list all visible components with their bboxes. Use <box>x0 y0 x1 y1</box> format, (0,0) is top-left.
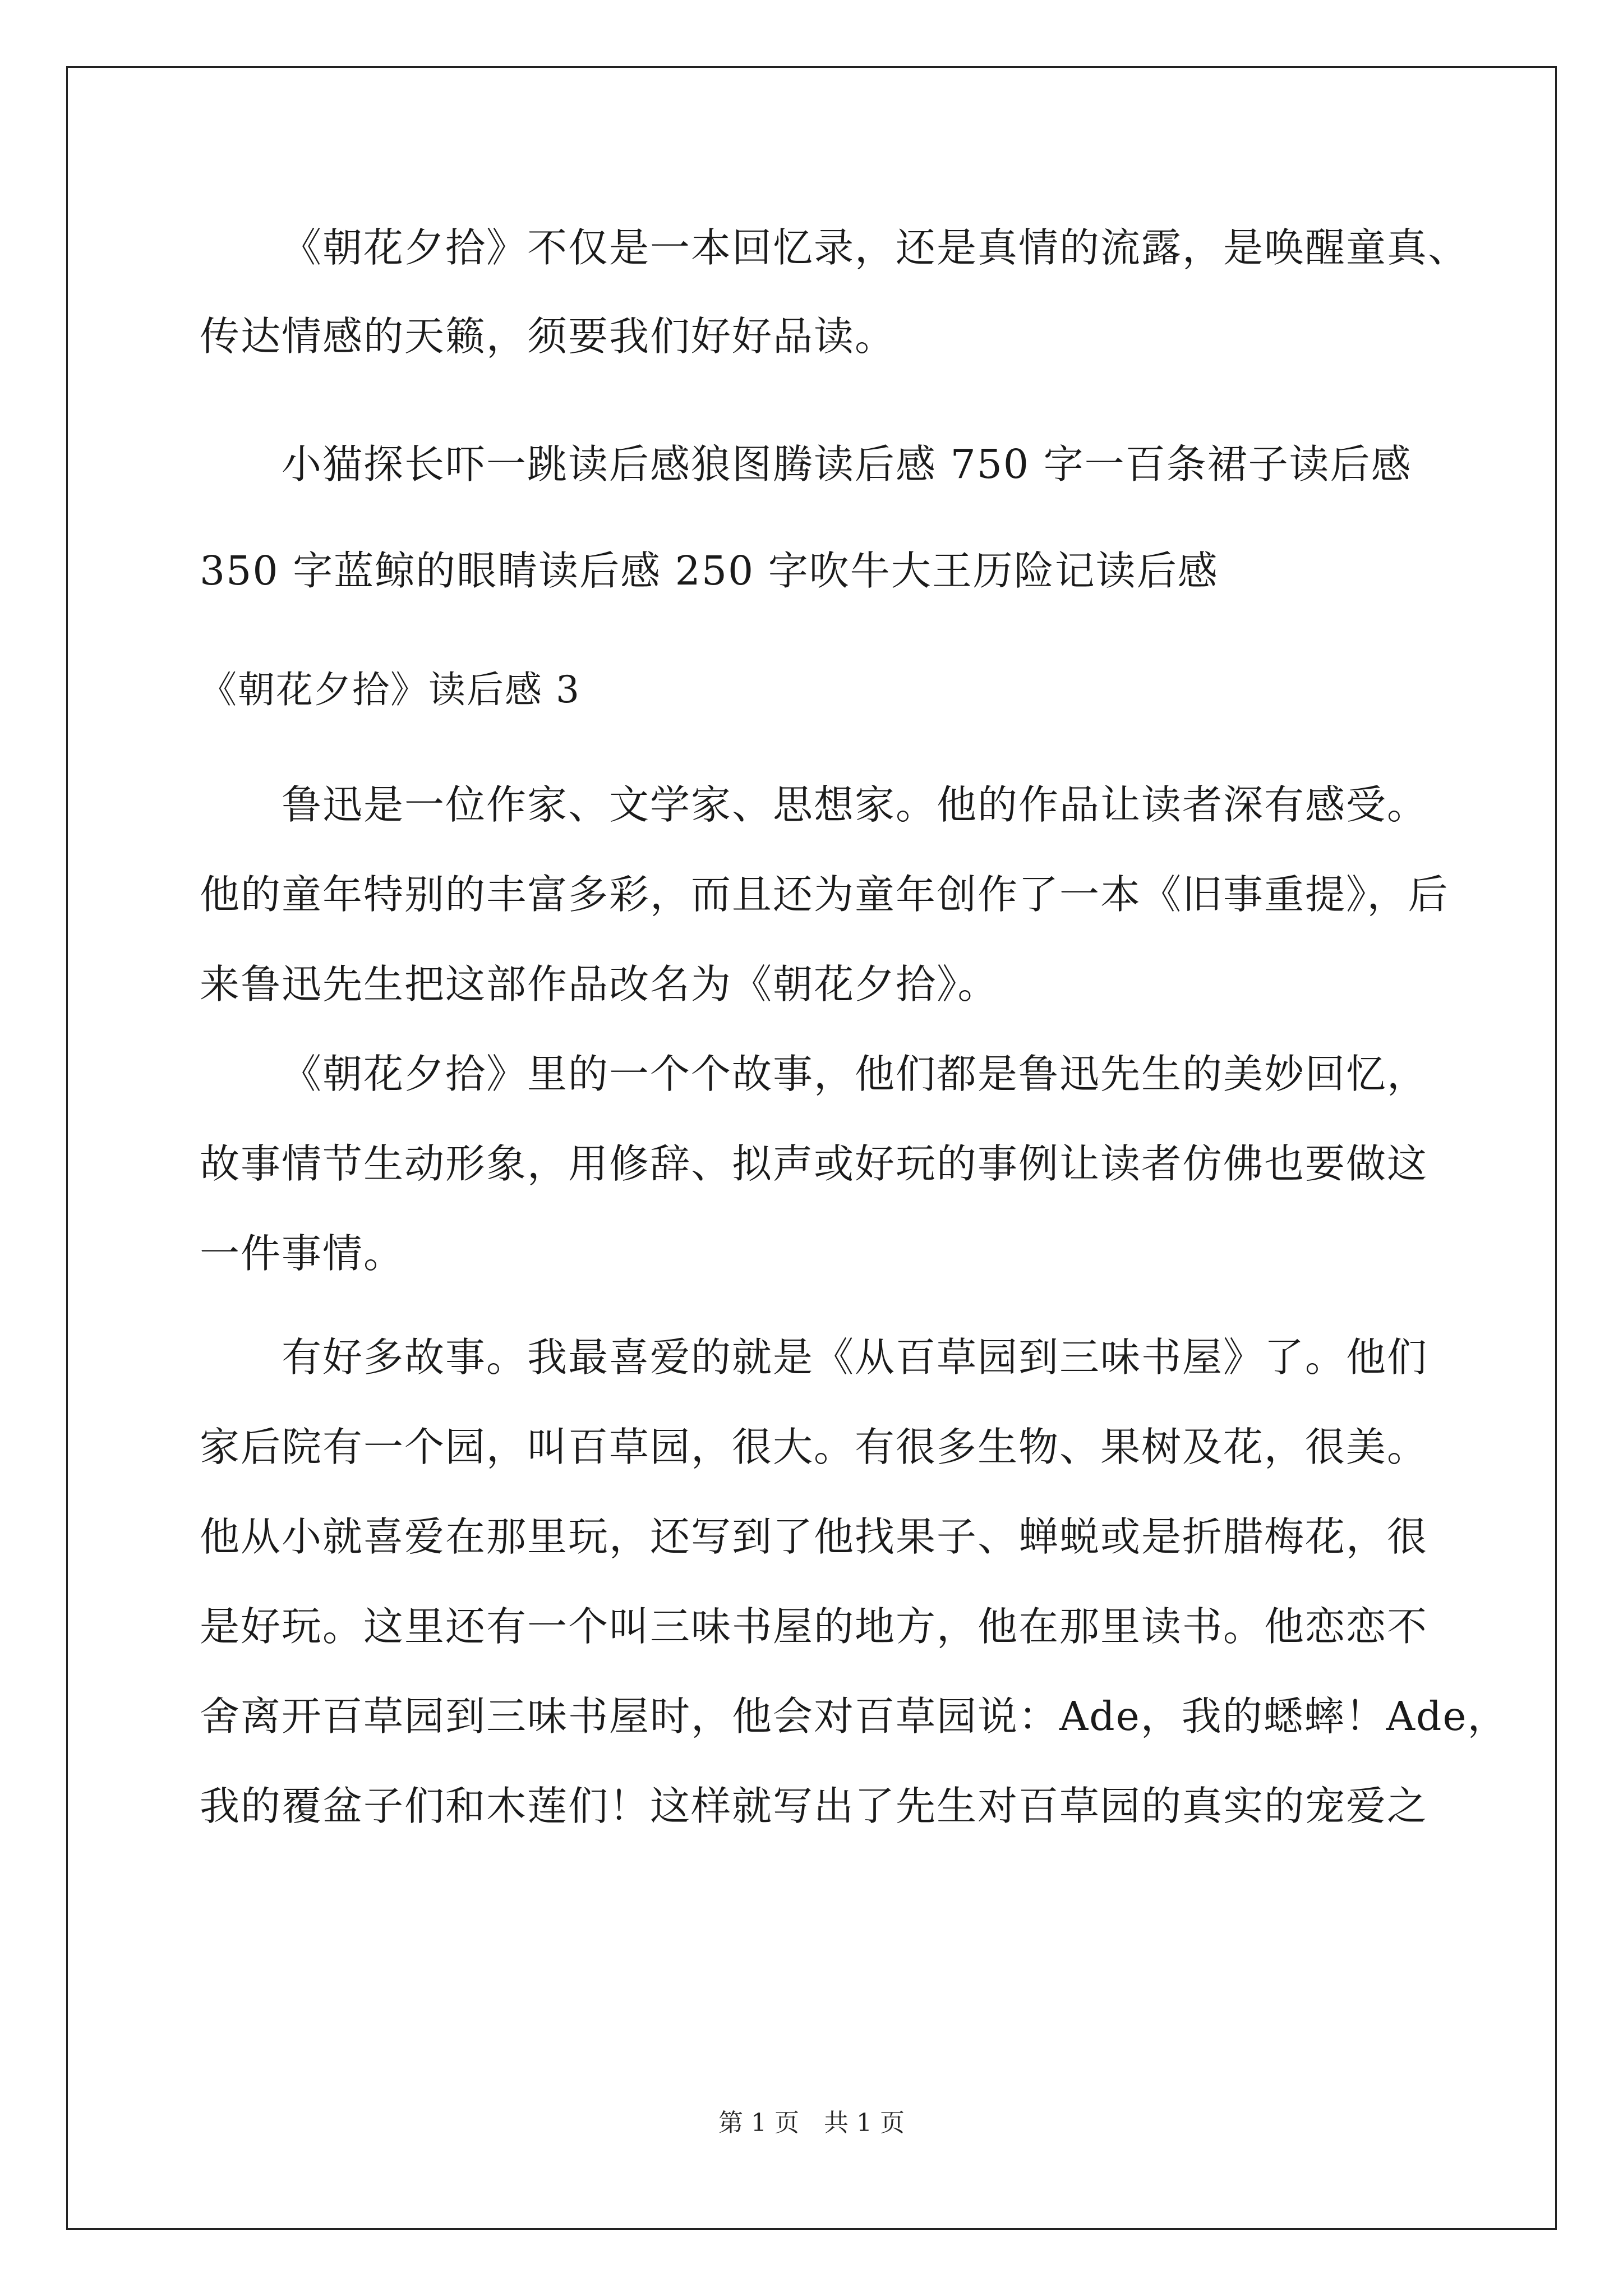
paragraph-line: 是好玩。这里还有一个叫三味书屋的地方，他在那里读书。他恋恋不 <box>200 1603 1428 1650</box>
paragraph-line: 小猫探长吓一跳读后感狼图腾读后感 750 字一百条裙子读后感 <box>282 441 1412 487</box>
paragraph-line: 我的覆盆子们和木莲们！这样就写出了先生对百草园的真实的宠爱之 <box>200 1783 1428 1829</box>
paragraph-line: 鲁迅是一位作家、文学家、思想家。他的作品让读者深有感受。 <box>282 781 1428 828</box>
paragraph-line: 传达情感的天籁，须要我们好好品读。 <box>200 313 896 360</box>
paragraph-line: 350 字蓝鲸的眼睛读后感 250 字吹牛大王历险记读后感 <box>200 547 1219 594</box>
section-heading: 《朝花夕拾》读后感 3 <box>200 668 580 711</box>
paragraph-line: 故事情节生动形象，用修辞、拟声或好玩的事例让读者仿佛也要做这 <box>200 1140 1428 1187</box>
paragraph-line: 来鲁迅先生把这部作品改名为《朝花夕拾》。 <box>200 961 999 1007</box>
paragraph-line: 舍离开百草园到三味书屋时，他会对百草园说：Ade，我的蟋蟀！Ade， <box>200 1693 1509 1740</box>
paragraph-line: 他从小就喜爱在那里玩，还写到了他找果子、蝉蜕或是折腊梅花，很 <box>200 1513 1428 1560</box>
paragraph-line: 家后院有一个园，叫百草园，很大。有很多生物、果树及花，很美。 <box>200 1424 1428 1470</box>
paragraph-line: 有好多故事。我最喜爱的就是《从百草园到三味书屋》了。他们 <box>282 1334 1428 1381</box>
paragraph-line: 他的童年特别的丰富多彩，而且还为童年创作了一本《旧事重提》，后 <box>200 871 1449 918</box>
paragraph-line: 一件事情。 <box>200 1230 405 1277</box>
paragraph-line: 《朝花夕拾》不仅是一本回忆录，还是真情的流露，是唤醒童真、 <box>282 224 1469 271</box>
page-footer: 第 1 页 共 1 页 <box>718 2109 905 2137</box>
paragraph-line: 《朝花夕拾》里的一个个故事，他们都是鲁迅先生的美妙回忆， <box>282 1051 1428 1097</box>
